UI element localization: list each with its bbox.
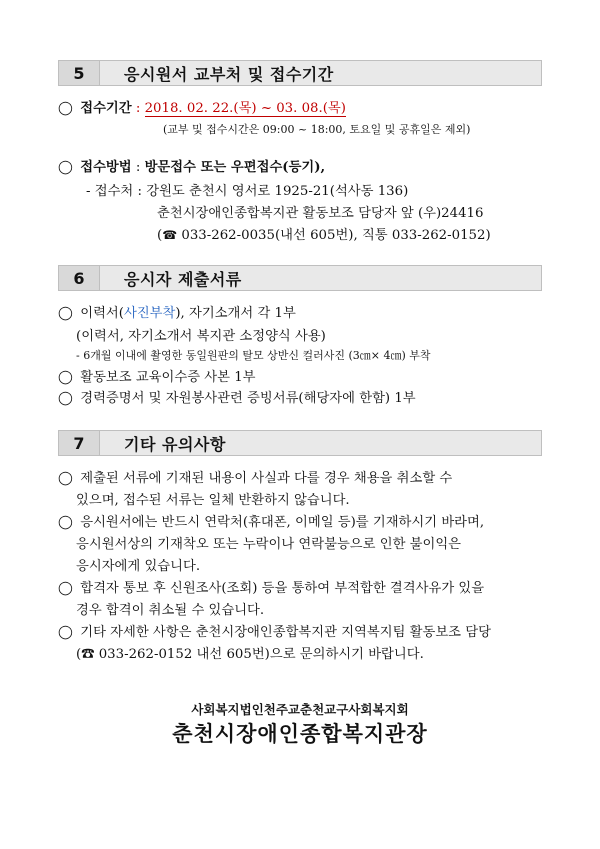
notice-line: 응시원서에는 반드시 연락처(휴대폰, 이메일 등)를 기재하시기 바라며, bbox=[80, 515, 485, 530]
notice-line: 경우 합격이 취소될 수 있습니다. bbox=[76, 603, 265, 618]
notice-item bbox=[58, 577, 484, 596]
notice-line: (☎ 033-262-0152 내선 605번)으로 문의하시기 바랍니다. bbox=[76, 647, 424, 662]
bullet-circle: ◯ bbox=[58, 306, 73, 321]
method-sep: : bbox=[135, 160, 141, 175]
notice-line: 기타 자세한 사항은 춘천시장애인종합복지관 지역복지팀 활동보조 담당 bbox=[80, 625, 491, 640]
section-7-header bbox=[58, 430, 542, 456]
section-title: 기타 유의사항 bbox=[100, 430, 542, 456]
bullet-circle: ◯ bbox=[58, 391, 73, 406]
phone-icon: ☎ bbox=[162, 228, 178, 242]
period-sep: : bbox=[135, 101, 141, 116]
recipient-sep: : bbox=[137, 184, 142, 199]
bullet-circle: ◯ bbox=[58, 625, 73, 640]
doc-item-post: ), 자기소개서 각 1부 bbox=[175, 306, 296, 321]
notice-line: 제출된 서류에 기재된 내용이 사실과 다를 경우 채용을 취소할 수 bbox=[80, 471, 453, 486]
notice-item bbox=[58, 621, 491, 640]
method-value: 방문접수 또는 우편접수(등기), bbox=[144, 160, 326, 175]
recipient-office: 춘천시장애인종합복지관 활동보조 담당자 앞 (우)24416 bbox=[157, 206, 484, 221]
doc-item-note: (이력서, 자기소개서 복지관 소정양식 사용) bbox=[76, 329, 326, 344]
section-number: 5 bbox=[58, 60, 100, 86]
bullet-circle: ◯ bbox=[58, 471, 73, 486]
doc-item bbox=[58, 366, 256, 385]
bullet-circle: ◯ bbox=[58, 581, 73, 596]
section-number: 6 bbox=[58, 265, 100, 291]
period-note: (교부 및 접수시간은 09:00 ~ 18:00, 토요일 및 공휴일은 제외) bbox=[163, 123, 471, 136]
notice-item bbox=[58, 511, 484, 530]
receipt-period-row bbox=[58, 97, 346, 116]
section-title: 응시자 제출서류 bbox=[100, 265, 542, 291]
section-6-header bbox=[58, 265, 542, 291]
doc-item-pre: 이력서( bbox=[80, 306, 124, 321]
recipient-row bbox=[86, 180, 408, 199]
period-label: 접수기간 bbox=[80, 101, 132, 116]
recipient-label: - 접수처 bbox=[86, 184, 134, 199]
method-label: 접수방법 bbox=[80, 160, 132, 175]
section-number: 7 bbox=[58, 430, 100, 456]
notice-item bbox=[58, 467, 452, 486]
doc-item bbox=[58, 387, 416, 406]
period-value: 2018. 02. 22.(목) ~ 03. 08.(목) bbox=[144, 101, 346, 116]
footer-director: 춘천시장애인종합복지관장 bbox=[172, 722, 428, 746]
bullet-circle: ◯ bbox=[58, 370, 73, 385]
receipt-method-row bbox=[58, 156, 325, 175]
doc-item-text: 경력증명서 및 자원봉사관련 증빙서류(해당자에 한함) 1부 bbox=[80, 391, 416, 406]
doc-item-photo-note: - 6개월 이내에 촬영한 동일원판의 탈모 상반신 컬러사진 (3㎝× 4㎝) 부착 bbox=[76, 349, 431, 362]
doc-item bbox=[58, 302, 296, 321]
notice-line: 응시자에게 있습니다. bbox=[76, 559, 201, 574]
doc-item-highlight: 사진부착 bbox=[123, 306, 176, 321]
footer-organization: 사회복지법인천주교춘천교구사회복지회 bbox=[191, 702, 409, 717]
recipient-phone-row: (☎ 033-262-0035(내선 605번), 직통 033-262-0152) bbox=[157, 228, 491, 243]
recipient-address: 강원도 춘천시 영서로 1925-21(석사동 136) bbox=[146, 184, 409, 199]
bullet-circle: ◯ bbox=[58, 160, 73, 175]
notice-line: 합격자 통보 후 신원조사(조회) 등을 통하여 부적합한 결격사유가 있을 bbox=[80, 581, 485, 596]
doc-item-text: 활동보조 교육이수증 사본 1부 bbox=[80, 370, 256, 385]
section-title: 응시원서 교부처 및 접수기간 bbox=[100, 60, 542, 86]
bullet-circle: ◯ bbox=[58, 101, 73, 116]
recipient-phone: 033-262-0035(내선 605번), 직통 033-262-0152) bbox=[181, 228, 491, 243]
notice-line: 있으며, 접수된 서류는 일체 반환하지 않습니다. bbox=[76, 493, 350, 508]
notice-line: 응시원서상의 기재착오 또는 누락이나 연락불능으로 인한 불이익은 bbox=[76, 537, 462, 552]
section-5-header bbox=[58, 60, 542, 86]
bullet-circle: ◯ bbox=[58, 515, 73, 530]
